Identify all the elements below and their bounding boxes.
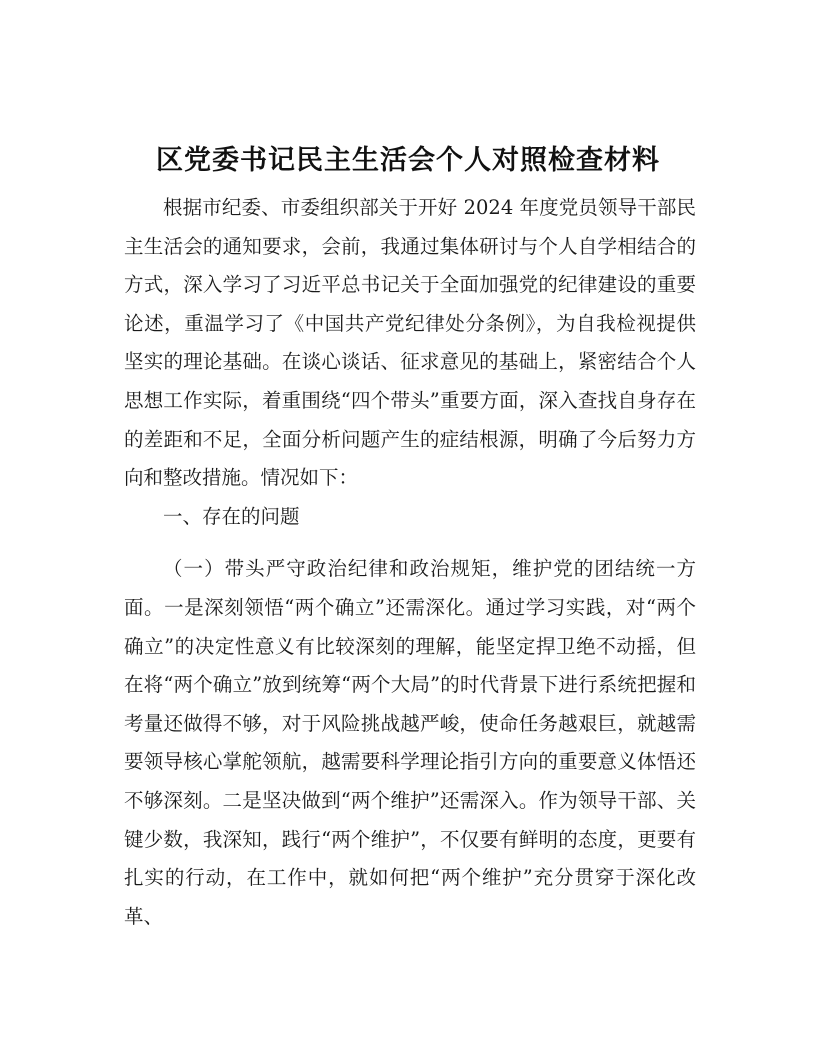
document-title: 区党委书记民主生活会个人对照检查材料	[156, 145, 660, 176]
document-body	[124, 189, 696, 936]
intro-paragraph: 根据市纪委、市委组织部关于开好 2024 年度党员领导干部民主生活会的通知要求，会前，我通过集体研讨与个人自学相结合的方式，深入学习了习近平总书记关于全面加强党的纪律建设的重要论述，重温学习了《中国共产党纪律处分条例》，为自我检视提供坚实的理论基础。在谈心谈话、征求意见的基础上，紧密结合个人思想工作实际，着重围绕“四个带头”重要方面，深入查找自身存在的差距和不足，全面分析问题产生的症结根源，明确了今后努力方向和整改措施。情况如下：	[124, 196, 696, 490]
section-heading: 一、存在的问题	[163, 504, 300, 528]
section-paragraph: （一）带头严守政治纪律和政治规矩，维护党的团结统一方面。一是深刻领悟“两个确立”还需深化。通过学习实践，对“两个确立”的决定性意义有比较深刻的理解，能坚定捍卫绝不动摇，但在将“两个确立”放到统筹“两个大局”的时代背景下进行系统把握和考量还做得不够，对于风险挑战越严峻，使命任务越艰巨，就越需要领导核心掌舵领航，越需要科学理论指引方向的重要意义体悟还不够深刻。二是坚决做到“两个维护”还需深入。作为领导干部、关键少数，我深知，践行“两个维护”，不仅要有鲜明的态度，更要有扎实的行动，在工作中，就如何把“两个维护”充分贯穿于深化改革、	[124, 557, 696, 928]
